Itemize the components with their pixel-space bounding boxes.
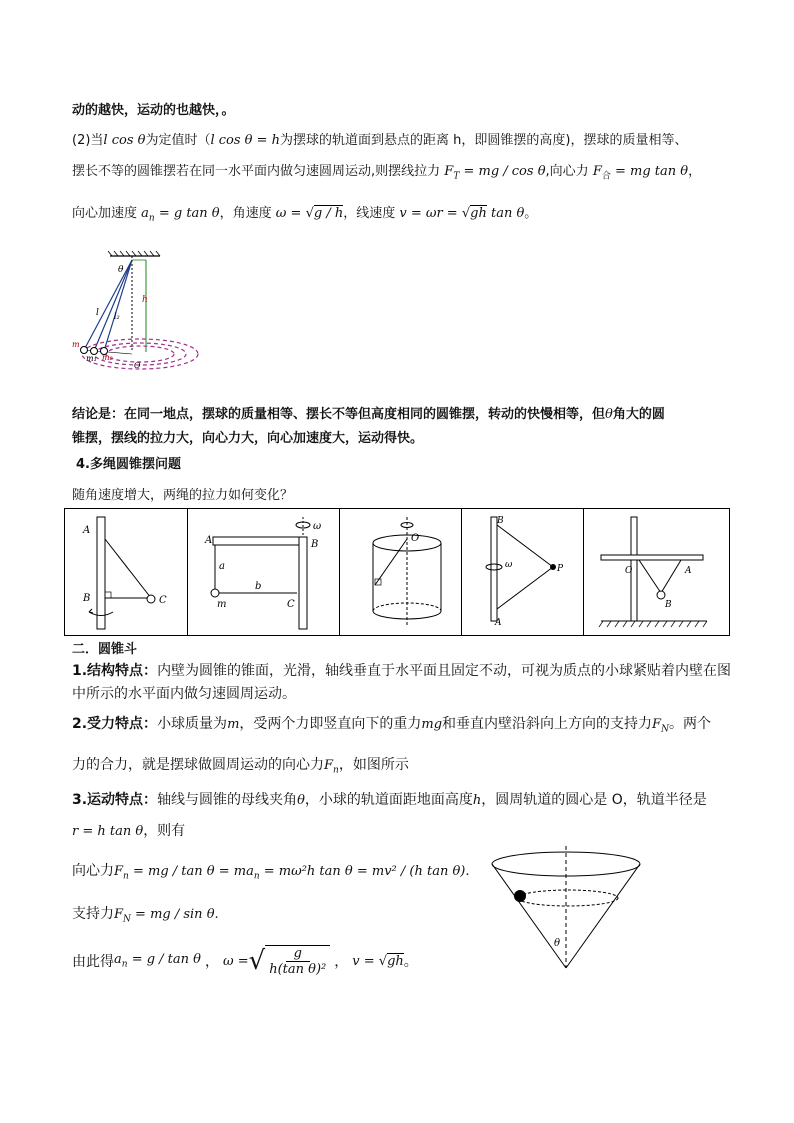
text-fragment: 力的合力，就是摆球做圆周运动的向心力 bbox=[72, 757, 324, 773]
text-fragment: ，则有 bbox=[143, 823, 186, 839]
text-fragment: ， bbox=[205, 954, 219, 970]
s3-line-1 bbox=[72, 789, 707, 809]
math-lcos: l cos θ bbox=[103, 133, 146, 148]
cone-figure bbox=[486, 846, 646, 972]
box4-P: P bbox=[557, 564, 564, 574]
math-v-formula: v = √gh bbox=[352, 953, 404, 969]
text-fragment: ，圆周轨道的圆心是 O，轨道半径是 bbox=[481, 792, 707, 808]
s2-line-1 bbox=[72, 713, 711, 735]
cone-theta-label: θ bbox=[554, 938, 561, 949]
text-fragment: 摆长不等的圆锥摆若在同一水平面内做匀速圆周运动,则摆线拉力 bbox=[72, 164, 441, 179]
pend-h-label: h bbox=[142, 295, 148, 305]
math-fn-n: $F_n$ bbox=[324, 758, 339, 776]
text-fragment: ， bbox=[688, 164, 702, 179]
math-v: v = ωr = √gh tan θ bbox=[399, 206, 525, 221]
figure-box-2 bbox=[187, 509, 340, 635]
text-fragment: ，角速度 bbox=[219, 206, 272, 221]
text-fragment: ,向心力 bbox=[545, 164, 589, 179]
box5-B: B bbox=[665, 600, 672, 610]
text-line-3 bbox=[72, 160, 701, 182]
box2-omega: ω bbox=[313, 521, 322, 532]
box1-B: B bbox=[83, 593, 91, 604]
math-m: m bbox=[227, 717, 240, 732]
pend-m3-label: m₂ bbox=[102, 353, 113, 362]
text-fragment: 小球质量为 bbox=[157, 716, 228, 732]
figure-box-5 bbox=[583, 509, 729, 635]
conclusion-line-1 bbox=[72, 403, 665, 422]
math-h: h bbox=[472, 793, 482, 808]
question-text: 随角速度增大，两绳的拉力如何变化？ bbox=[72, 488, 294, 503]
s3-label: 3.运动特点： bbox=[72, 792, 158, 808]
formula-fnn bbox=[72, 903, 219, 925]
math-an-formula: $a_n = g / \tan \theta$ bbox=[114, 952, 201, 970]
figure-box-1 bbox=[65, 509, 188, 635]
text-fragment: 角大的圆 bbox=[612, 407, 665, 422]
section-heading-cone: 二．圆锥斗 bbox=[72, 642, 138, 657]
box5-A: A bbox=[685, 566, 692, 576]
pend-m2-label: m₁ bbox=[86, 354, 97, 363]
math-r: r = h tan θ bbox=[72, 824, 144, 839]
pend-o-label: O bbox=[134, 361, 141, 370]
pend-l1-label: l bbox=[96, 308, 99, 318]
text-fragment: 由此得 bbox=[72, 954, 114, 970]
box2-a: a bbox=[219, 561, 225, 572]
text-fragment: ， bbox=[334, 954, 349, 970]
s1-line-2: 中所示的水平面内做匀速圆周运动。 bbox=[72, 686, 296, 702]
box5-O: O bbox=[625, 566, 633, 576]
math-ft: $F_T$ = mg / cos θ bbox=[444, 164, 546, 182]
text-fragment: 为定值时（ bbox=[145, 133, 211, 148]
figure-grid bbox=[64, 508, 730, 636]
s2-line-2 bbox=[72, 754, 409, 776]
text-fragment: 和垂直内壁沿斜向上方向的支持力 bbox=[442, 716, 653, 732]
math-fn-formula: $F_n$ = mg / $\tan \theta = ma_n = m\omega^2h$ tan θ = mv² / (h tan θ). bbox=[114, 864, 470, 882]
math-theta: θ bbox=[297, 793, 305, 808]
box2-m: m bbox=[217, 599, 227, 610]
s1-line-1 bbox=[72, 660, 731, 680]
text-fragment: ，如图所示 bbox=[338, 757, 409, 773]
text-fragment: 。两个 bbox=[668, 716, 711, 732]
box2-b: b bbox=[255, 581, 262, 592]
box3-O: O bbox=[411, 533, 420, 544]
pend-m1-label: m bbox=[72, 340, 80, 349]
s3-line-2 bbox=[72, 820, 185, 840]
pend-theta-label: θ bbox=[118, 265, 124, 275]
math-fn: $F_N$ bbox=[652, 717, 669, 735]
text-fragment: 内壁为圆锥的锥面，光滑，轴线垂直于水平面且固定不动，可视为质点的小球紧贴着内壁在图 bbox=[157, 663, 732, 679]
math-an: $a_n = g$ tan θ bbox=[141, 206, 220, 224]
formula-derive bbox=[72, 945, 418, 977]
text-fragment: 向心加速度 bbox=[72, 206, 138, 221]
text-line-1: 动的越快，运动的也越快，。 bbox=[72, 103, 235, 118]
heading-multi-rope: 4.多绳圆锥摆问题 bbox=[76, 457, 181, 472]
box2-C: C bbox=[287, 599, 295, 610]
conical-pendulum-figure bbox=[70, 248, 210, 378]
box2-A: A bbox=[205, 535, 213, 546]
math-mg: mg bbox=[421, 717, 443, 732]
math-lcos-h: l cos θ = h bbox=[210, 133, 281, 148]
box2-B: B bbox=[311, 539, 319, 550]
figure-box-3 bbox=[339, 509, 462, 635]
s1-label: 1.结构特点： bbox=[72, 663, 158, 679]
box1-C: C bbox=[159, 595, 167, 606]
text-fragment: 结论是：在同一地点，摆球的质量相等、摆长不等但高度相同的圆锥摆，转动的快慢相等，但 bbox=[72, 407, 606, 422]
text-fragment: 轴线与圆锥的母线夹角 bbox=[157, 792, 298, 808]
s2-label: 2.受力特点： bbox=[72, 716, 158, 732]
math-fxin: $F_合$ = mg tan θ bbox=[592, 164, 689, 182]
text-fragment: 支持力 bbox=[72, 906, 114, 922]
math-fnn-formula: $F_N$ = mg / sin θ. bbox=[114, 907, 219, 925]
box1-A: A bbox=[83, 525, 91, 536]
text-fragment: (2)当 bbox=[72, 133, 104, 148]
text-fragment: 向心力 bbox=[72, 863, 114, 879]
math-omega-formula: ω = √ g h(tan θ)² bbox=[223, 945, 330, 977]
formula-fn bbox=[72, 860, 470, 882]
text-fragment: 为摆球的轨道面到悬点的距离 h，即圆锥摆的高度)，摆球的质量相等、 bbox=[280, 133, 688, 148]
math-theta: θ bbox=[605, 407, 613, 422]
math-omega: ω = √g / h bbox=[275, 206, 344, 221]
conclusion-line-2: 锥摆，摆线的拉力大，向心力大，向心加速度大，运动得快。 bbox=[72, 431, 424, 446]
text-fragment: 。 bbox=[403, 954, 418, 970]
text-line-2 bbox=[72, 129, 687, 148]
text-line-4 bbox=[72, 202, 537, 224]
text-fragment: ，受两个力即竖直向下的重力 bbox=[239, 716, 422, 732]
figure-box-4 bbox=[461, 509, 584, 635]
pend-l2-label: l₂ bbox=[114, 312, 120, 321]
box4-B: B bbox=[497, 516, 504, 526]
text-fragment: 。 bbox=[524, 206, 538, 221]
box4-A: A bbox=[495, 618, 502, 628]
box4-omega: ω bbox=[505, 560, 513, 570]
text-fragment: ，小球的轨道面距地面高度 bbox=[304, 792, 473, 808]
text-fragment: ，线速度 bbox=[343, 206, 396, 221]
